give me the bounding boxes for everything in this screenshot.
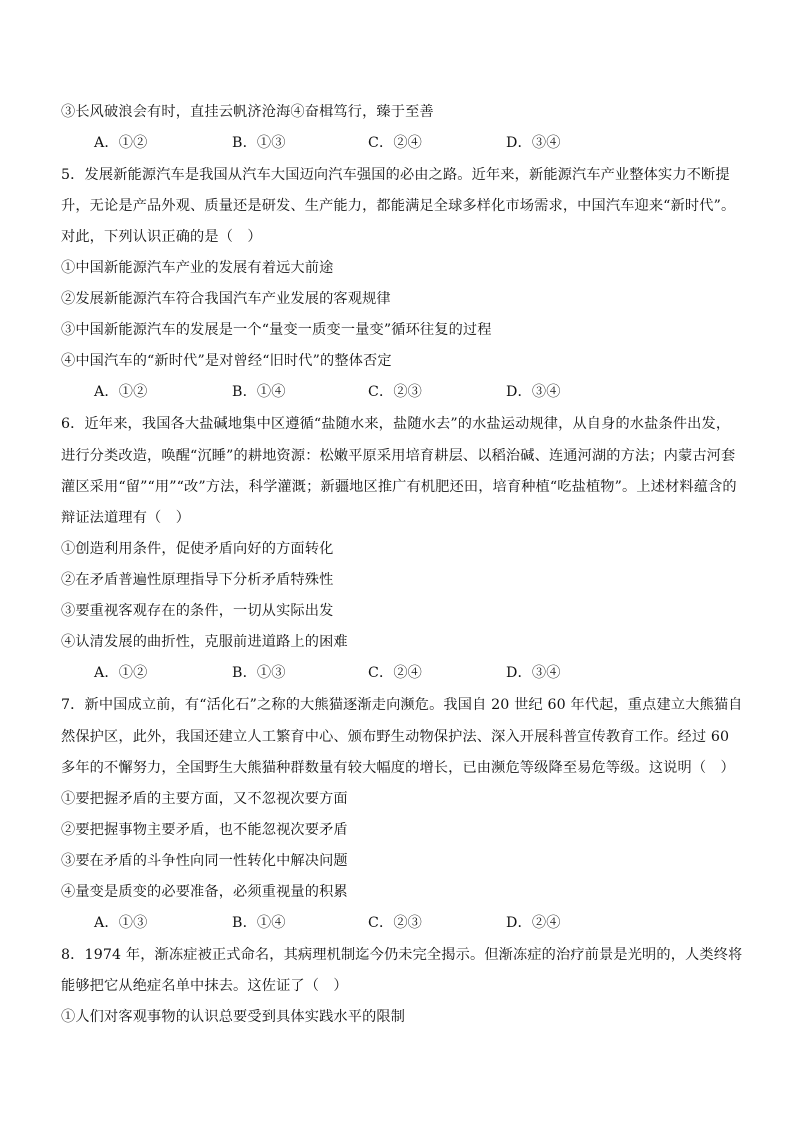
option-c: C．②③: [368, 384, 423, 400]
question-6-statement-1: ①创造利用条件，促使矛盾向好的方面转化: [61, 541, 334, 557]
question-8-statement-1: ①人们对客观事物的认识总要受到具体实践水平的限制: [61, 1009, 406, 1025]
question-7-options: [94, 913, 694, 933]
question-6-statement-4: ④认清发展的曲折性，克服前进道路上的困难: [61, 634, 348, 650]
question-5-stem-line-3: 对此，下列认识正确的是（ ）: [61, 229, 262, 245]
option-a: A．①②: [94, 135, 148, 151]
question-7-stem-line-2: 然保护区，此外，我国还建立人工繁育中心、颁布野生动物保护法、深入开展科普宣传教育工作。经过 60: [61, 729, 730, 745]
question-6-stem-line-3: 灌区采用“留”“用”“改”方法，科学灌溉；新疆地区推广有机肥还田，培育种植“吃盐植物”。上述材料蕴含的: [61, 479, 737, 495]
question-5-statement-3: ③中国新能源汽车的发展是一个“量变一质变一量变”循环往复的过程: [61, 322, 492, 338]
option-c: C．②③: [368, 915, 423, 931]
question-7-statement-2: ②要把握事物主要矛盾，也不能忽视次要矛盾: [61, 822, 348, 838]
question-6-stem-line-1: 6．近年来，我国各大盐碱地集中区遵循“盐随水来，盐随水去”的水盐运动规律，从自身的水盐条件出发，: [61, 416, 731, 432]
statement-line: ③长风破浪会有时，直挂云帆济沧海④奋楫笃行，臻于至善: [61, 104, 434, 120]
option-d: D．②④: [506, 915, 561, 931]
question-5-statement-2: ②发展新能源汽车符合我国汽车产业发展的客观规律: [61, 291, 391, 307]
question-5-stem-line-1: 5．发展新能源汽车是我国从汽车大国迈向汽车强国的必由之路。近年来，新能源汽车产业整体实力不断提: [61, 167, 730, 183]
option-a: A．①③: [94, 915, 148, 931]
option-b: B．①④: [232, 384, 286, 400]
question-5-statement-4: ④中国汽车的“新时代”是对曾经“旧时代”的整体否定: [61, 353, 392, 369]
question-5-options: [94, 382, 694, 402]
question-7-statement-3: ③要在矛盾的斗争性向同一性转化中解决问题: [61, 853, 348, 869]
question-7-stem-line-3: 多年的不懈努力，全国野生大熊猫种群数量有较大幅度的增长，已由濒危等级降至易危等级。这说明（ ）: [61, 760, 735, 776]
question-6-statement-3: ③要重视客观存在的条件，一切从实际出发: [61, 603, 334, 619]
question-6-stem-line-2: 进行分类改造，唤醒“沉睡”的耕地资源：松嫩平原采用培育耕层、以稻治碱、连通河湖的方法；内蒙古河套: [61, 448, 736, 464]
option-b: B．①③: [232, 665, 286, 681]
question-8-stem-line-1: 8．1974 年，渐冻症被正式命名，其病理机制迄今仍未完全揭示。但渐冻症的治疗前景是光明的，人类终将: [61, 947, 743, 963]
question-7-stem-line-1: 7．新中国成立前，有“活化石”之称的大熊猫逐渐走向濒危。我国自 20 世纪 60 年代起，重点建立大熊猫自: [61, 697, 743, 713]
question-5-statement-1: ①中国新能源汽车产业的发展有着远大前途: [61, 260, 334, 276]
option-d: D．③④: [506, 665, 561, 681]
question-7-statement-1: ①要把握矛盾的主要方面，又不忽视次要方面: [61, 791, 348, 807]
option-a: A．①②: [94, 384, 148, 400]
question-5-stem-line-2: 升，无论是产品外观、质量还是研发、生产能力，都能满足全球多样化市场需求，中国汽车迎来“新时代”。: [61, 198, 736, 214]
question-6-options: [94, 663, 694, 683]
question-6-stem-line-4: 辩证法道理有（ ）: [61, 510, 191, 526]
option-a: A．①②: [94, 665, 148, 681]
option-b: B．①③: [232, 135, 286, 151]
option-d: D．③④: [506, 384, 561, 400]
option-d: D．③④: [506, 135, 561, 151]
option-c: C．②④: [368, 665, 423, 681]
question-7-statement-4: ④量变是质变的必要准备，必须重视量的积累: [61, 884, 348, 900]
option-b: B．①④: [232, 915, 286, 931]
question-6-statement-2: ②在矛盾普遍性原理指导下分析矛盾特殊性: [61, 572, 334, 588]
question-8-stem-line-2: 能够把它从绝症名单中抹去。这佐证了（ ）: [61, 978, 348, 994]
option-c: C．②④: [368, 135, 423, 151]
answer-options-row: [94, 133, 694, 153]
